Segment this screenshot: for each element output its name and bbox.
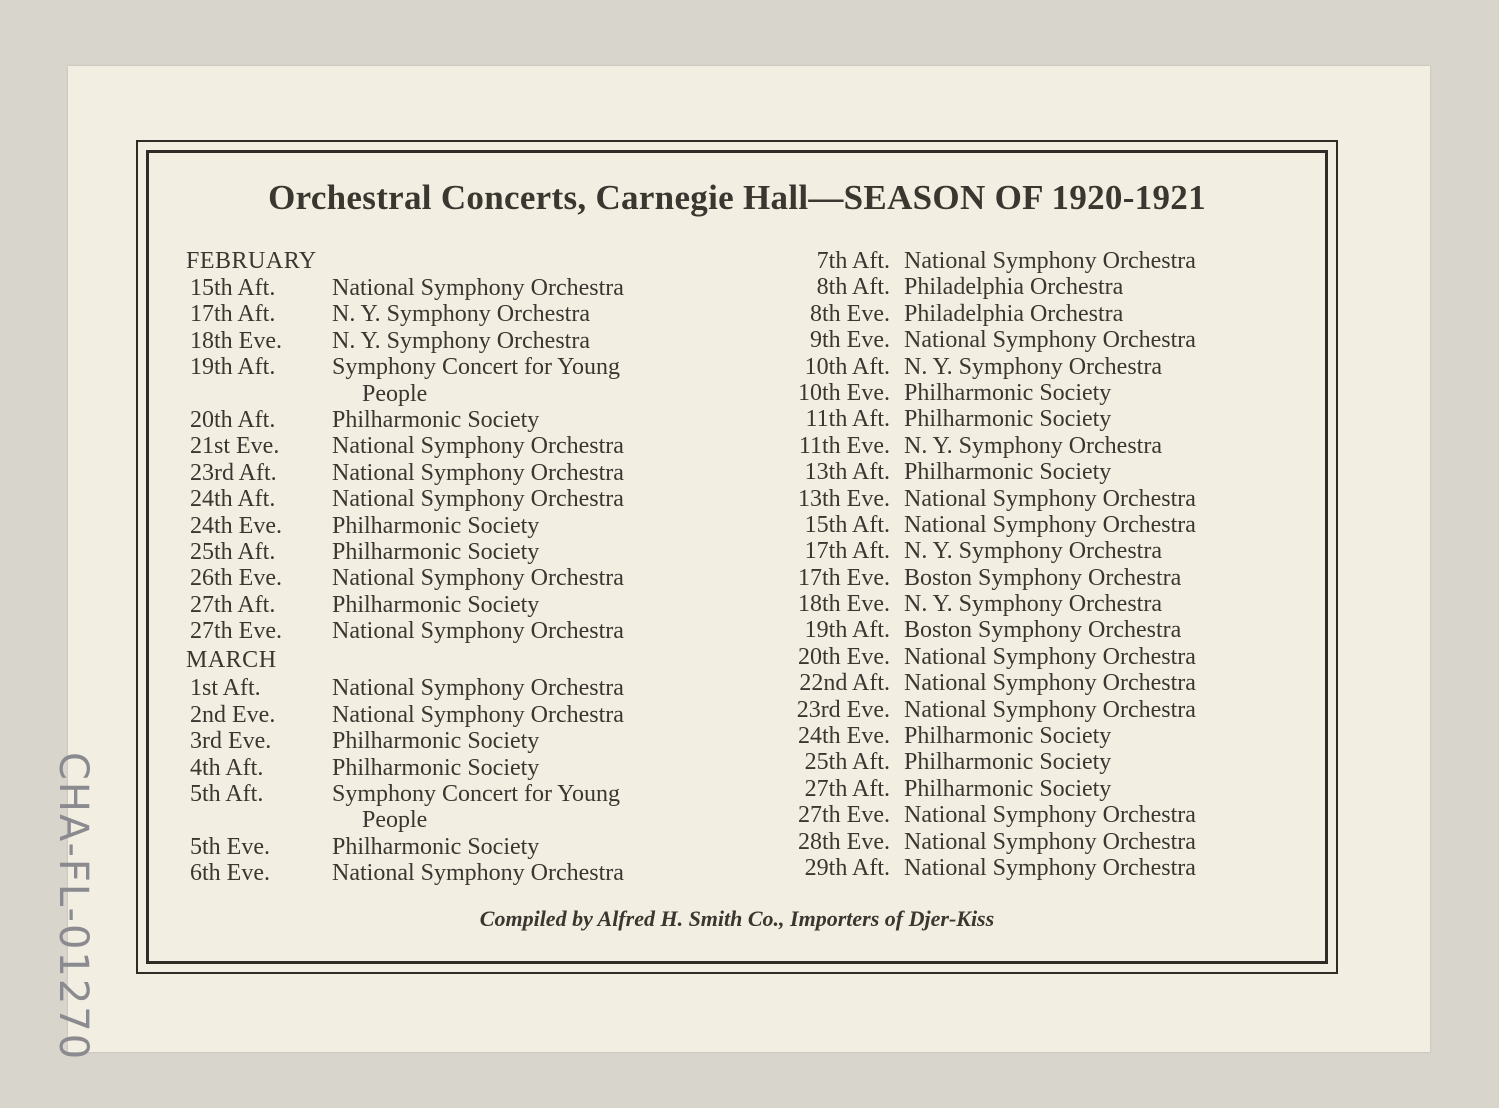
orchestra-name-text: Boston Symphony Orchestra [904,564,1182,591]
schedule-row [186,860,726,886]
orchestra-name [332,433,722,459]
month-heading-march: MARCH [186,647,277,674]
orchestra-name-text: National Symphony Orchestra [332,275,624,301]
orchestra-name [904,855,1304,881]
concert-date: 29th Aft. [804,854,890,881]
orchestra-name-text: N. Y. Symphony Orchestra [332,327,590,354]
concert-date: 26th Eve. [190,565,282,592]
orchestra-name [904,829,1304,855]
orchestra-name-text: Symphony Concert for Young [332,354,621,381]
orchestra-name-text: Philharmonic Society [904,379,1112,406]
orchestra-name [904,776,1304,802]
orchestra-name [332,834,722,860]
orchestra-name-text: N. Y. Symphony Orchestra [904,591,1162,618]
schedule-row [750,723,1310,749]
orchestra-name-text: National Symphony Orchestra [904,511,1196,538]
orchestra-name-text: National Symphony Orchestra [904,854,1196,881]
schedule-row [750,644,1310,670]
orchestra-name [904,459,1304,485]
orchestra-name-text: National Symphony Orchestra [332,618,624,645]
concert-date: 8th Aft. [816,274,890,301]
orchestra-name [904,327,1304,353]
orchestra-name-text: National Symphony Orchestra [904,802,1196,829]
orchestra-name-text: National Symphony Orchestra [332,486,624,513]
march-continued-list [750,248,1310,881]
concert-date: 21st Eve. [190,433,280,460]
orchestra-name [904,512,1304,538]
orchestra-name-continuation: People [362,807,428,834]
concert-date: 5th Eve. [190,833,270,860]
orchestra-name [904,486,1304,512]
concert-date: 18th Eve. [798,591,890,618]
concert-date: 11th Aft. [805,406,890,433]
schedule-row [750,855,1310,881]
schedule-row [186,781,726,834]
schedule-row [186,275,726,301]
schedule-row [750,248,1310,274]
concert-date: 27th Aft. [190,591,276,618]
schedule-row [186,460,726,486]
orchestra-name-text: Symphony Concert for Young [332,781,621,808]
orchestra-name-text: Boston Symphony Orchestra [904,617,1182,644]
orchestra-name-text: Philharmonic Society [332,512,540,539]
orchestra-name-text: National Symphony Orchestra [332,565,624,592]
orchestra-name [904,538,1304,564]
concert-date: 22nd Aft. [799,670,890,697]
concert-date: 25th Aft. [804,749,890,776]
orchestra-name-text: N. Y. Symphony Orchestra [332,301,590,328]
orchestra-name-text: National Symphony Orchestra [904,643,1196,670]
schedule-row [186,513,726,539]
archive-mark: CHA-FL-01270 [50,752,96,1062]
orchestra-name-text: Philharmonic Society [904,406,1112,433]
schedule-row [186,675,726,701]
concert-date: 17th Aft. [190,301,276,328]
orchestra-name [904,433,1304,459]
schedule-row [750,433,1310,459]
orchestra-name-text: N. Y. Symphony Orchestra [904,353,1162,380]
schedule-row [750,697,1310,723]
orchestra-name-text: Philadelphia Orchestra [904,274,1124,301]
orchestra-name [904,644,1304,670]
schedule-row [750,354,1310,380]
march-list [186,675,726,886]
concert-date: 8th Eve. [810,300,890,327]
concert-date: 6th Eve. [190,860,270,887]
page-title: Orchestral Concerts, Carnegie Hall—SEASON OF 1920-1921 [268,178,1206,217]
concert-date: 7th Aft. [816,248,890,274]
month-heading-february: FEBRUARY [186,248,317,274]
orchestra-name [904,723,1304,749]
orchestra-name [904,670,1304,696]
concert-date: 24th Eve. [798,723,890,750]
orchestra-name-text: National Symphony Orchestra [904,696,1196,723]
orchestra-name [904,591,1304,617]
orchestra-name-text: National Symphony Orchestra [904,670,1196,697]
orchestra-name [332,354,722,407]
concert-date: 17th Eve. [798,564,890,591]
concert-date: 1st Aft. [190,675,261,702]
schedule-row [750,538,1310,564]
schedule-row [186,618,726,644]
orchestra-name [332,565,722,591]
compiler-credit: Compiled by Alfred H. Smith Co., Importers of Djer-Kiss [479,906,995,931]
schedule-row [186,433,726,459]
schedule-row [750,749,1310,775]
orchestra-name-text: National Symphony Orchestra [332,433,624,460]
concert-date: 27th Aft. [804,775,890,802]
orchestra-name [904,802,1304,828]
schedule-row [186,407,726,433]
orchestra-name [904,406,1304,432]
concert-date: 9th Eve. [810,327,890,354]
orchestra-name [904,565,1304,591]
schedule-row [750,274,1310,300]
orchestra-name-text: Philadelphia Orchestra [904,300,1124,327]
concert-date: 20th Eve. [798,643,890,670]
orchestra-name [904,354,1304,380]
orchestra-name-text: Philharmonic Society [904,749,1112,776]
orchestra-name-text: Philharmonic Society [332,728,540,755]
orchestra-name-text: Philharmonic Society [332,538,540,565]
orchestra-name-text: N. Y. Symphony Orchestra [904,432,1162,459]
concert-date: 17th Aft. [804,538,890,565]
schedule-row [186,354,726,407]
concert-date: 18th Eve. [190,327,282,354]
orchestra-name-text: National Symphony Orchestra [904,485,1196,512]
concert-date: 3rd Eve. [190,728,272,755]
orchestra-name-continuation: People [362,380,428,407]
orchestra-name [904,248,1304,274]
orchestra-name [904,617,1304,643]
concert-date: 27th Eve. [798,802,890,829]
concert-date: 24th Eve. [190,512,282,539]
concert-date: 23rd Eve. [796,696,890,723]
schedule-row [750,565,1310,591]
orchestra-name [332,860,722,886]
orchestra-name [332,328,722,354]
orchestra-name [332,513,722,539]
concert-date: 27th Eve. [190,618,282,645]
schedule-row [186,301,726,327]
orchestra-name-text: National Symphony Orchestra [332,675,624,702]
orchestra-name [332,301,722,327]
orchestra-name-text: N. Y. Symphony Orchestra [904,538,1162,565]
schedule-row [186,328,726,354]
schedule-row [750,776,1310,802]
schedule-row [750,670,1310,696]
orchestra-name [332,702,722,728]
concert-date: 20th Aft. [190,406,276,433]
concert-date: 15th Aft. [190,275,276,301]
concert-date: 13th Aft. [804,459,890,486]
schedule-row [750,380,1310,406]
schedule-row [186,486,726,512]
concert-date: 19th Aft. [190,354,276,381]
schedule-row [186,539,726,565]
orchestra-name [332,675,722,701]
schedule-row [750,301,1310,327]
concert-date: 11th Eve. [798,432,890,459]
orchestra-name-text: National Symphony Orchestra [904,248,1196,274]
schedule-row [750,591,1310,617]
orchestra-name [904,380,1304,406]
orchestra-name-text: Philharmonic Society [904,775,1112,802]
schedule-row [750,617,1310,643]
february-list [186,275,726,644]
concert-date: 25th Aft. [190,538,276,565]
orchestra-name-text: National Symphony Orchestra [332,459,624,486]
orchestra-name [904,274,1304,300]
concert-date: 23rd Aft. [190,459,277,486]
concert-date: 19th Aft. [804,617,890,644]
orchestra-name [332,618,722,644]
schedule-row [750,406,1310,432]
orchestra-name-text: Philharmonic Society [332,406,540,433]
concert-date: 10th Eve. [798,379,890,406]
concert-date: 15th Aft. [804,511,890,538]
orchestra-name [904,697,1304,723]
right-schedule-column [750,248,1310,881]
schedule-row [186,755,726,781]
schedule-row [186,728,726,754]
orchestra-name [332,486,722,512]
schedule-row [750,327,1310,353]
concert-date: 24th Aft. [190,486,276,513]
schedule-row [750,512,1310,538]
orchestra-name [332,728,722,754]
concert-date: 5th Aft. [190,781,264,808]
orchestra-name [332,781,722,834]
orchestra-name-text: National Symphony Orchestra [332,701,624,728]
orchestra-name-text: National Symphony Orchestra [904,828,1196,855]
orchestra-name [332,275,722,301]
orchestra-name-text: Philharmonic Society [904,459,1112,486]
schedule-row [186,592,726,618]
schedule-row [186,565,726,591]
orchestra-name-text: Philharmonic Society [904,723,1112,750]
concert-date: 28th Eve. [798,828,890,855]
orchestra-name-text: Philharmonic Society [332,833,540,860]
schedule-row [750,459,1310,485]
schedule-row [750,486,1310,512]
schedule-row [186,702,726,728]
orchestra-name-text: National Symphony Orchestra [332,860,624,887]
concert-date: 13th Eve. [798,485,890,512]
orchestra-name [904,749,1304,775]
orchestra-name-text: Philharmonic Society [332,754,540,781]
orchestra-name-text: Philharmonic Society [332,591,540,618]
concert-date: 4th Aft. [190,754,264,781]
orchestra-name-text: National Symphony Orchestra [904,327,1196,354]
left-schedule-column [186,248,726,887]
orchestra-name [332,539,722,565]
schedule-row [750,829,1310,855]
schedule-row [186,834,726,860]
orchestra-name [332,755,722,781]
orchestra-name [332,460,722,486]
orchestra-name [332,592,722,618]
orchestra-name [332,407,722,433]
concert-date: 2nd Eve. [190,701,276,728]
orchestra-name [904,301,1304,327]
concert-date: 10th Aft. [804,353,890,380]
schedule-row [750,802,1310,828]
